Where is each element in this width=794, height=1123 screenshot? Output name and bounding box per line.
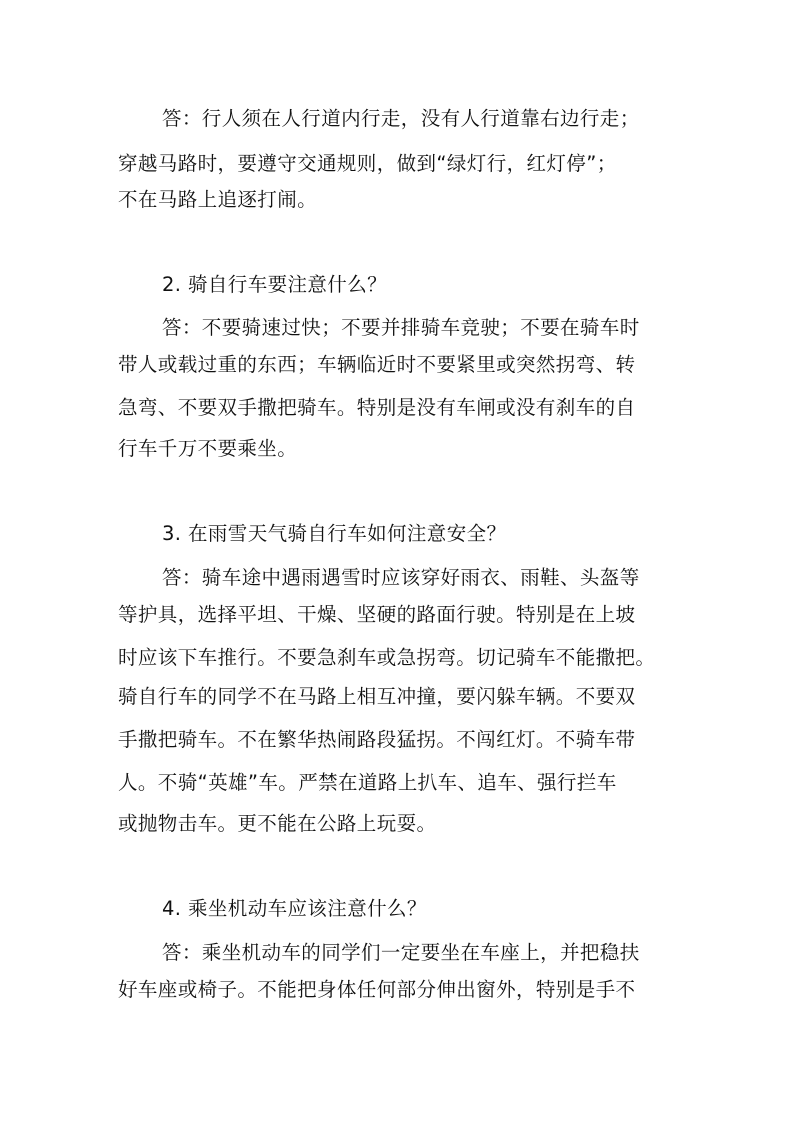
answer-3-line-7: 或抛物击车。更不能在公路上玩耍。: [118, 812, 437, 835]
answer-1-line-3: 不在马路上追逐打闹。: [118, 188, 318, 211]
answer-3-line-5: 手撒把骑车。不在繁华热闹路段猛拐。不闯红灯。不骑车带: [118, 728, 636, 751]
answer-2-line-1: 答：不要骑速过快；不要并排骑车竞驶；不要在骑车时: [162, 316, 640, 339]
answer-3-line-1: 答：骑车途中遇雨遇雪时应该穿好雨衣、雨鞋、头盔等: [162, 566, 640, 589]
answer-2-line-3: 急弯、不要双手撒把骑车。特别是没有车闸或没有刹车的自: [118, 396, 636, 419]
question-4: 4. 乘坐机动车应该注意什么？: [162, 897, 427, 920]
answer-3-line-3: 时应该下车推行。不要急刹车或急拐弯。切记骑车不能撒把。: [118, 646, 656, 669]
answer-3-line-2: 等护具，选择平坦、干燥、坚硬的路面行驶。特别是在上坡: [118, 603, 636, 626]
answer-3-line-4: 骑自行车的同学不在马路上相互冲撞，要闪躲车辆。不要双: [118, 685, 636, 708]
answer-2-line-2: 带人或载过重的东西；车辆临近时不要紧里或突然拐弯、转: [118, 353, 636, 376]
answer-3-line-6: 人。不骑“英雄”车。严禁在道路上扒车、追车、强行拦车: [118, 771, 617, 794]
answer-1-line-2: 穿越马路时，要遵守交通规则，做到“绿灯行，红灯停”；: [118, 152, 617, 175]
answer-4-line-1: 答：乘坐机动车的同学们一定要坐在车座上，并把稳扶: [162, 941, 640, 964]
question-3: 3. 在雨雪天气骑自行车如何注意安全？: [162, 522, 507, 545]
answer-1-line-1: 答：行人须在人行道内行走，没有人行道靠右边行走；: [162, 107, 640, 130]
answer-2-line-4: 行车千万不要乘坐。: [118, 437, 298, 460]
question-2: 2. 骑自行车要注意什么？: [162, 273, 388, 296]
answer-4-line-2: 好车座或椅子。不能把身体任何部分伸出窗外，特别是手不: [118, 978, 636, 1001]
